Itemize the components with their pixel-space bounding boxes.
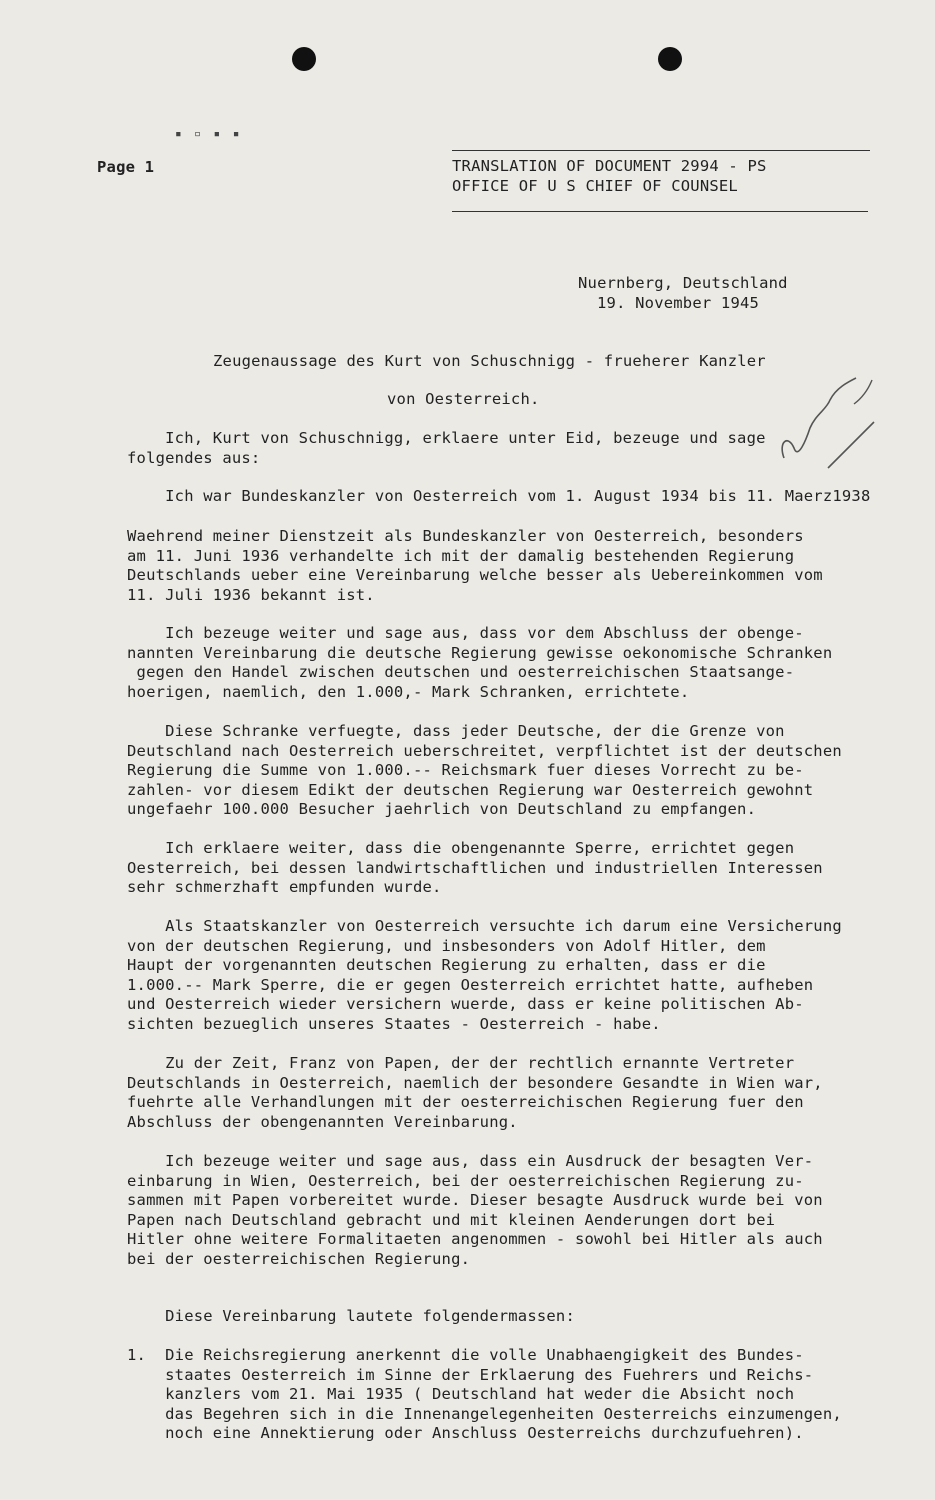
date: 19. November 1945 <box>597 294 760 312</box>
ink-specks: ▪ ▫ ▪ ▪ <box>175 127 243 140</box>
trade-barrier-paragraph: Ich bezeuge weiter und sage aus, dass vor dem Abschluss der obenge- nannten Vereinbarung die deutsche Regierung gewisse oekonomische Schranken gegen den Handel zwischen deutschen und oesterreichischen Staatsange- hoerigen, naemlich, den 1.000,- Mark Schranken, errichtete. <box>127 624 833 701</box>
header-top-rule <box>452 150 870 151</box>
office-period-paragraph: Ich war Bundeskanzler von Oesterreich vom 1. August 1934 bis 11. Maerz1938 <box>127 487 871 505</box>
place: Nuernberg, Deutschland <box>578 274 788 292</box>
document-title-line2: von Oesterreich. <box>387 390 540 408</box>
agreement-intro: Diese Vereinbarung lautete folgendermassen: <box>127 1307 575 1325</box>
oath-paragraph: Ich, Kurt von Schuschnigg, erklaere unter Eid, bezeuge und sage folgendes aus: <box>127 429 766 467</box>
office-line: OFFICE OF U S CHIEF OF COUNSEL <box>452 177 738 195</box>
document-title: Zeugenaussage des Kurt von Schuschnigg - frueherer Kanzler <box>213 352 766 370</box>
agreement-clause-1: 1. Die Reichsregierung anerkennt die volle Unabhaengigkeit des Bundes- staates Oesterreich im Sinne der Erklaerung des Fuehrers und Reichs- kanzlers vom 21. Mai 1935 ( Deutschland hat weder die Absicht noch das Begehren sich in die Innenangelegenheiten Oesterreichs einzumengen, noch eine Annektierung oder Anschluss Oesterreichs durchzufuehren). <box>127 1346 842 1442</box>
punch-hole-left <box>292 47 316 71</box>
handwritten-annotation-icon <box>770 370 880 480</box>
assurance-paragraph: Als Staatskanzler von Oesterreich versuchte ich darum eine Versicherung von der deutschen Regierung, und insbesonders von Adolf Hitler, dem Haupt der vorgenannten deutschen Regierung zu erhalten, dass er die 1.000.-- Mark Sperre, die er gegen Oesterreich errichtet hatte, aufheben und Oesterreich wieder versichern wuerde, dass er keine politischen Ab- sichten bezueglich unseres Staates - Oesterreich - habe. <box>127 917 842 1033</box>
translation-line: TRANSLATION OF DOCUMENT 2994 - PS <box>452 157 767 175</box>
agreement-draft-paragraph: Ich bezeuge weiter und sage aus, dass ein Ausdruck der besagten Ver- einbarung in Wien, Oesterreich, bei der oesterreichischen Regierung zu- sammen mit Papen vorbereitet wurde. Dieser besagte Ausdruck wurde bei von Papen nach Deutschland gebracht und mit kleinen Aenderungen dort bei Hitler ohne weitere Formalitaeten angenommen - sowohl bei Hitler als auch bei der oesterreichischen Regierung. <box>127 1152 823 1268</box>
punch-hole-right <box>658 47 682 71</box>
header-bottom-rule <box>452 211 868 212</box>
papen-paragraph: Zu der Zeit, Franz von Papen, der der rechtlich ernannte Vertreter Deutschlands in Oesterreich, naemlich der besondere Gesandte in Wien war, fuehrte alle Verhandlungen mit der oesterreichischen Regierung fuer den Abschluss der obengenannten Vereinbarung. <box>127 1054 823 1131</box>
page-label: Page 1 <box>97 158 155 176</box>
barrier-terms-paragraph: Diese Schranke verfuegte, dass jeder Deutsche, der die Grenze von Deutschland nach Oesterreich ueberschreitet, verpflichtet ist der deutschen Regierung die Summe von 1.000.-- Reichsmark fuer dieses Vorrecht zu be- zahlen- vor diesem Edikt der deutschen Regierung war Oesterreich gewohnt ungefaehr 100.000 Besucher jaehrlich von Deutschland zu empfangen. <box>127 722 842 818</box>
negotiation-paragraph: Waehrend meiner Dienstzeit als Bundeskanzler von Oesterreich, besonders am 11. Juni 1936 verhandelte ich mit der damalig bestehenden Regierung Deutschlands ueber eine Vereinbarung welche besser als Uebereinkommen vom 11. Juli 1936 bekannt ist. <box>127 527 823 604</box>
impact-paragraph: Ich erklaere weiter, dass die obengenannte Sperre, errichtet gegen Oesterreich, bei dessen landwirtschaftlichen und industriellen Interessen sehr schmerzhaft empfunden wurde. <box>127 839 823 896</box>
